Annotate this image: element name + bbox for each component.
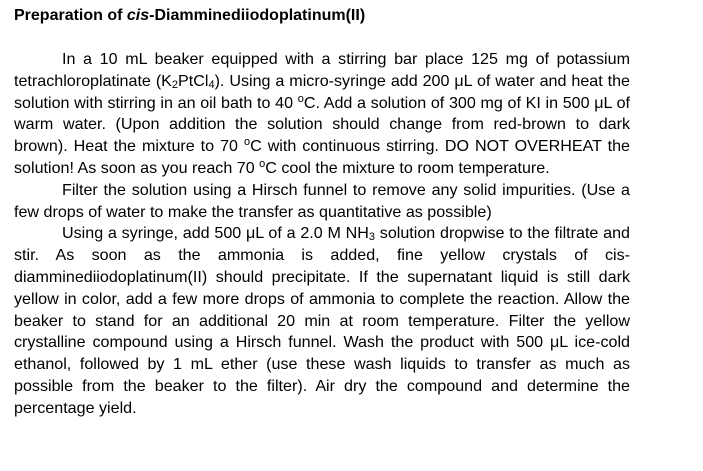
p1-degree-2: o: [243, 136, 251, 149]
paragraph-1: [14, 49, 630, 180]
p1-text-a: In a 10 mL beaker equipped with a stirring bar place 125 mg of potassium tetrachloroplatinate (K: [14, 50, 630, 90]
p1-text-b: PtCl: [178, 71, 209, 90]
p1-text-e: C with continuous stirring. DO NOT OVERHEAT the solution! As soon as you reach 70: [14, 137, 630, 177]
p3-text-b: solution dropwise to the filtrate and stir. As soon as the ammonia is added, fine yellow crystals of cis-diamminediiodoplatinum(II) should precipitate. If the supernatant liquid is still dark yellow in color, add a few more drops of ammonia to complete the reaction. Allow the beaker to stand for an additional 20 min at room temperature. Filter the yellow crystalline compound using a Hirsch funnel. Wash the product with 500 μL ice-cold ethanol, followed by 1 mL ether (use these wash liquids to transfer as much as possible from the beaker to the filter). Air dry the compound and determine the percentage yield.: [14, 224, 630, 417]
p1-degree-3: o: [259, 157, 266, 170]
p1-subscript-2: 4: [208, 78, 215, 91]
p1-text-d: C. Add a solution of 300 mg of KI in 500 μL of warm water. (Upon addition the solution should change from red-brown to dark brown). Heat the mixture to 70: [14, 93, 630, 156]
p3-text-a: Using a syringe, add 500 μL of a 2.0 M NH: [62, 224, 369, 243]
p1-degree-1: o: [297, 92, 304, 105]
document-body: [14, 5, 630, 420]
p1-subscript-1: 2: [171, 78, 179, 91]
p1-text-f: C cool the mixture to room temperature.: [265, 158, 550, 177]
title-suffix: -Diamminediiodoplatinum(II): [149, 7, 366, 24]
title-italic-cis: cis: [126, 7, 150, 24]
paragraph-2: Filter the solution using a Hirsch funnel to remove any solid impurities. (Use a few drops of water to make the transfer as quantitative as possible): [14, 180, 630, 221]
document-title: [14, 5, 630, 27]
title-prefix: Preparation of: [14, 7, 127, 24]
p1-text-c: ). Using a micro-syringe add 200 μL of water and heat the solution with stirring in an oil bath to 40: [14, 71, 631, 112]
p3-subscript-1: 3: [368, 231, 376, 244]
paragraph-3: [14, 223, 630, 419]
